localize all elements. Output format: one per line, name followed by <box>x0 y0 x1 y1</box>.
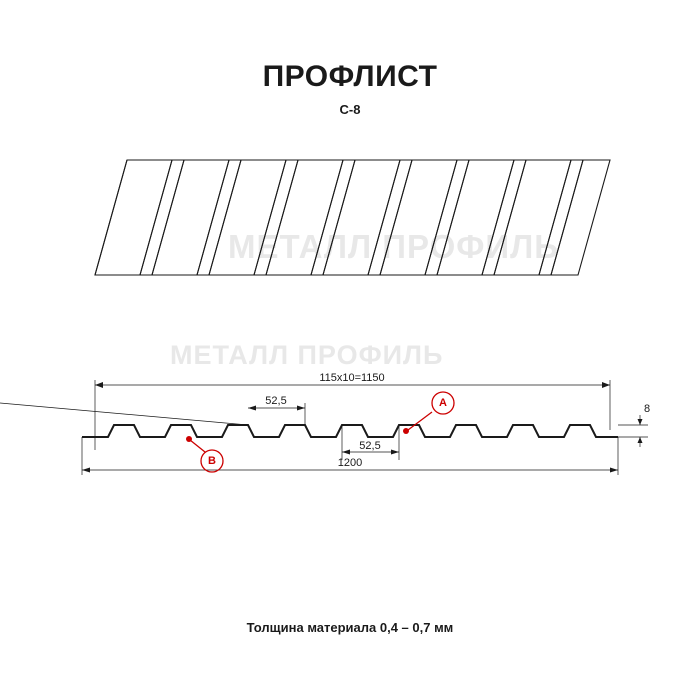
product-code: С-8 <box>339 102 361 117</box>
perspective-sheet <box>95 160 610 275</box>
material-thickness-note: Толщина материала 0,4 – 0,7 мм <box>246 620 454 635</box>
cross-section-view <box>0 380 651 475</box>
dimension-lines <box>0 380 651 475</box>
section-profile-line <box>82 425 618 437</box>
callout-label-a: A <box>439 397 447 409</box>
dim-pitch-lower: 52,5 <box>359 440 381 452</box>
callout-label-b: B <box>208 455 216 467</box>
watermark-text-bottom: МЕТАЛЛ ПРОФИЛЬ <box>170 340 444 370</box>
page-title: ПРОФЛИСТ <box>262 60 438 93</box>
dimension-texts <box>265 372 650 469</box>
dim-total-width: 1200 <box>337 457 363 469</box>
dim-pitch-upper: 52,5 <box>265 395 287 407</box>
watermark-text-top: МЕТАЛЛ ПРОФИЛЬ <box>228 228 560 265</box>
dim-height: 8 <box>644 403 651 415</box>
callout-leaders <box>190 392 454 472</box>
dim-top-span: 115x10=1150 <box>319 372 385 384</box>
